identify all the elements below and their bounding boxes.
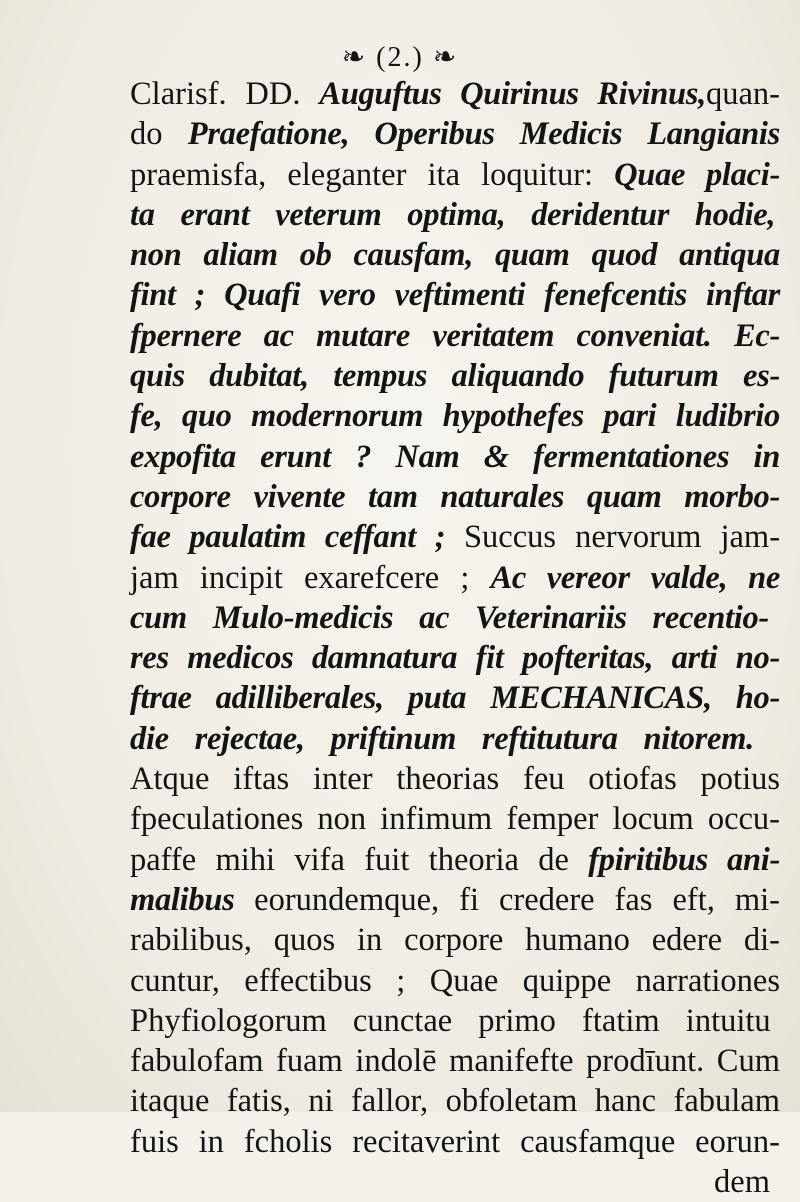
text-line (130, 437, 790, 477)
text-line-content (130, 799, 780, 839)
text-line (130, 235, 790, 275)
text-line-content (130, 1041, 780, 1081)
roman-text: rabilibus, quos in corpore humano edere di- (130, 922, 781, 959)
text-line (130, 1081, 790, 1121)
italic-text: expofita erunt ? Nam & fermentationes in (130, 438, 780, 475)
roman-text: fabulofam fuam indolē manifefte prodīunt. Cum (130, 1043, 781, 1080)
roman-text: paffe mihi vifa fuit theoria de (130, 841, 589, 878)
text-line-content (130, 678, 780, 718)
italic-text: Quae placi- (614, 156, 780, 193)
text-line-content (130, 356, 780, 396)
body-text (130, 74, 790, 1202)
italic-text: malibus (130, 881, 255, 918)
roman-text: Clarisf. DD. (130, 76, 320, 112)
text-line (130, 275, 790, 315)
text-line-content (130, 316, 780, 356)
text-line (130, 678, 790, 718)
text-line (130, 396, 790, 436)
text-line-content (130, 1122, 780, 1162)
text-line-content (130, 880, 780, 920)
italic-text: fae paulatim ceffant ; (130, 519, 464, 556)
roman-text: eorundemque, fi credere fas eft, mi- (254, 881, 780, 918)
italic-text: corpore vivente tam naturales quam morbo- (130, 478, 780, 515)
text-line-content (130, 638, 780, 678)
text-line-content (130, 517, 780, 557)
text-line (130, 840, 790, 880)
italic-text: cum Mulo-medicis ac Veterinariis recentio- (130, 599, 769, 636)
roman-text: jam incipit exarefcere ; (130, 559, 491, 596)
text-line (130, 558, 790, 598)
italic-text: quis dubitat, tempus aliquando futurum es- (130, 358, 780, 395)
text-line-content (130, 477, 780, 517)
roman-text: do (130, 116, 188, 153)
text-line (130, 638, 790, 678)
italic-text: non aliam ob causfam, quam quod antiqua (130, 237, 780, 274)
text-line (130, 1122, 790, 1162)
text-line-content (714, 1162, 770, 1202)
roman-text: itaque fatis, ni fallor, obfoletam hanc fabulam (130, 1083, 780, 1120)
italic-text: ta erant veterum optima, deridentur hodie, (130, 196, 776, 233)
roman-text: quan- (705, 76, 780, 112)
roman-text: cuntur, effectibus ; Quae quippe narrationes (130, 962, 780, 999)
text-line-content (130, 1081, 780, 1121)
text-line-content (130, 598, 769, 638)
text-line-content (130, 275, 780, 315)
roman-text: praemisfa, eleganter ita loquitur: (130, 156, 615, 193)
roman-text: Atque iftas inter theorias feu otiofas potius (130, 761, 780, 798)
italic-text: ftrae adilliberales, puta MECHANICAS, ho- (130, 680, 780, 717)
text-line-content (130, 114, 780, 154)
italic-text: fint ; Quafi vero veftimenti fenefcentis inftar (130, 277, 780, 314)
text-line (130, 155, 790, 195)
text-line-content (130, 558, 780, 598)
text-line (130, 961, 790, 1001)
text-line (130, 517, 790, 557)
text-line (130, 316, 790, 356)
text-line (130, 1162, 790, 1202)
text-line-content (130, 437, 780, 477)
italic-text: fe, quo modernorum hypothefes pari ludibrio (130, 398, 780, 435)
roman-text: fuis in fcholis recitaverint causfamque eorun- (130, 1123, 780, 1160)
text-line (130, 114, 790, 154)
roman-text: fpeculationes non infimum femper locum occu- (130, 801, 781, 838)
text-line (130, 74, 790, 114)
page-header: ❧ (2.) ❧ (341, 42, 459, 73)
text-line (130, 920, 790, 960)
text-line-content (130, 920, 780, 960)
text-line-content (130, 840, 780, 880)
text-line (130, 880, 790, 920)
text-line-content (130, 155, 780, 195)
text-line (130, 195, 790, 235)
italic-text: Auguftus Quirinus Rivinus, (319, 76, 706, 112)
italic-text: Praefatione, Operibus Medicis Langianis (187, 116, 781, 153)
italic-text: die rejectae, priftinum reftitutura nitorem. (130, 720, 754, 757)
text-line-content (130, 74, 780, 114)
text-line-content (130, 235, 780, 275)
italic-text: fpernere ac mutare veritatem conveniat. Ec- (130, 317, 781, 354)
roman-text: dem (714, 1164, 770, 1201)
text-line-content (130, 759, 780, 799)
text-line (130, 799, 790, 839)
roman-text: Phyfiologorum cunctae primo ftatim intuitu (130, 1002, 771, 1039)
italic-text: Ac vereor valde, ne (490, 559, 780, 596)
roman-text: Succus nervorum jam- (463, 519, 781, 556)
italic-text: fpiritibus ani- (588, 841, 781, 878)
text-line-content (130, 961, 780, 1001)
text-line-content (130, 396, 780, 436)
text-line (130, 1001, 790, 1041)
text-line (130, 356, 790, 396)
text-line (130, 759, 790, 799)
text-line (130, 598, 790, 638)
text-line (130, 477, 790, 517)
italic-text: res medicos damnatura fit pofteritas, arti no- (130, 640, 780, 677)
text-line-content (130, 195, 775, 235)
text-line (130, 1041, 790, 1081)
text-line (130, 719, 790, 759)
text-line-content (130, 1001, 771, 1041)
text-line-content (130, 719, 754, 759)
